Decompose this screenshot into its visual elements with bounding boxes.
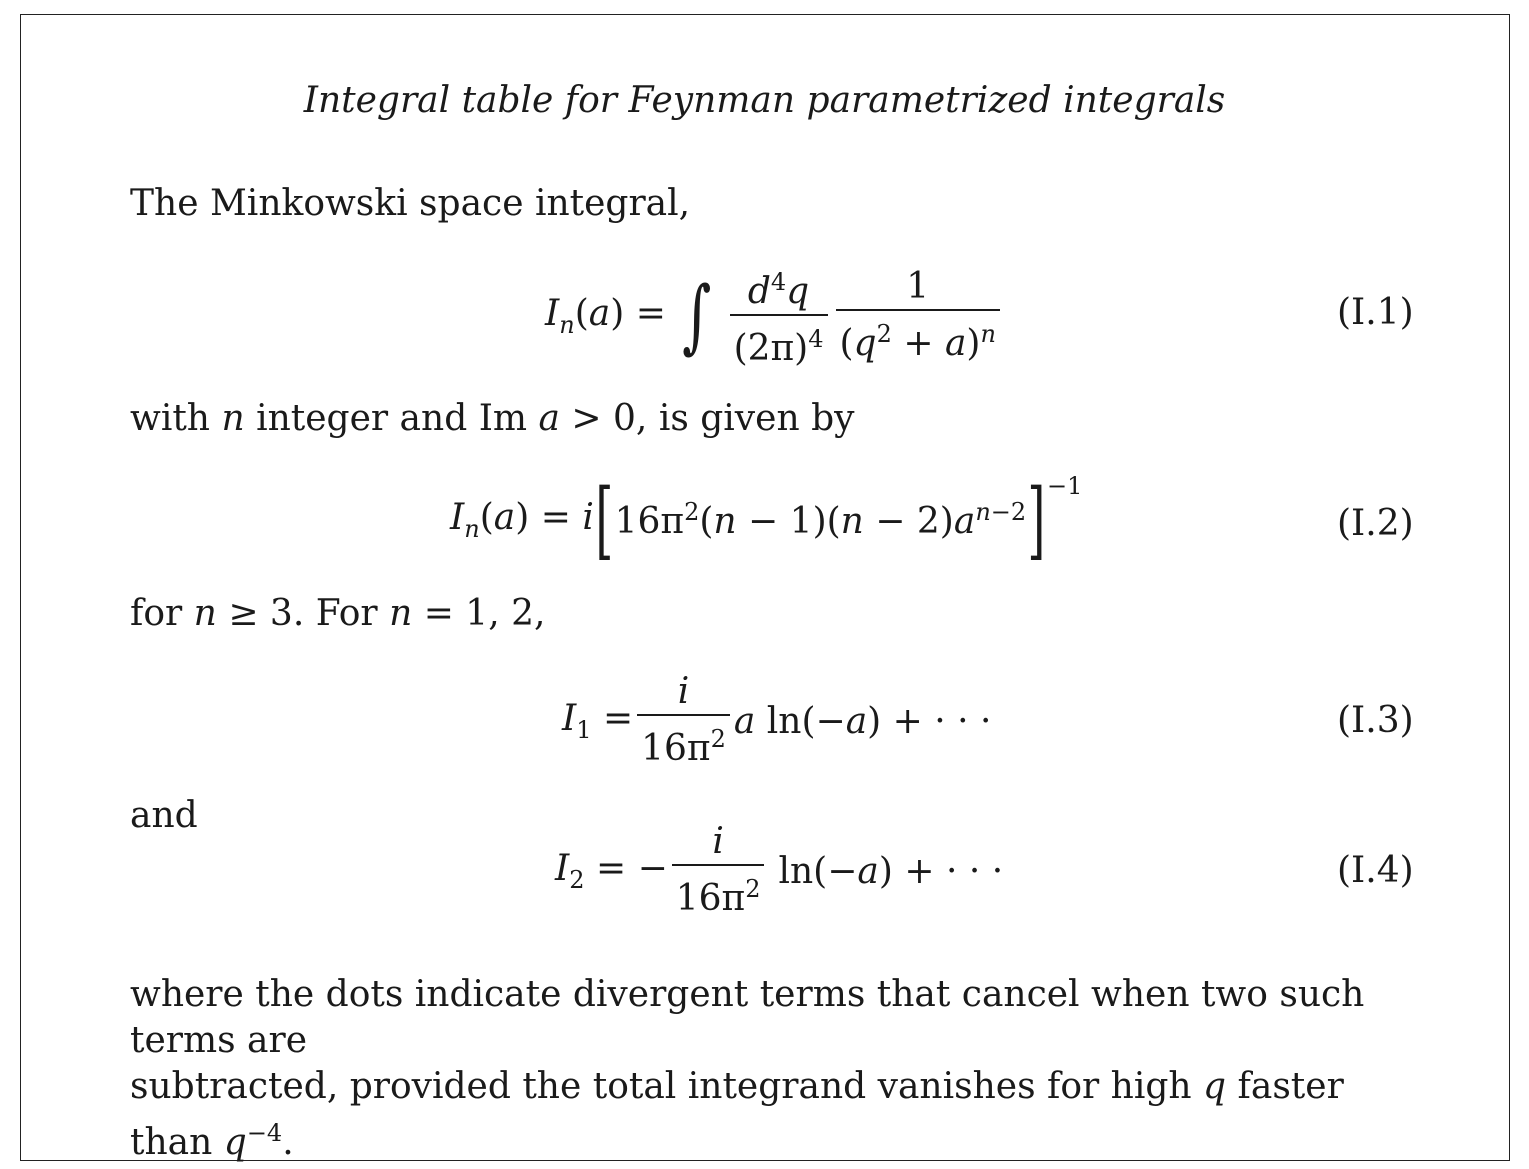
equation-i4-body: $I_2$ = − $\frac{i}{16\pi^2}$ ln(−a) + · · · (555, 821, 1004, 919)
page-title: Integral table for Feynman parametrized integrals (303, 80, 1226, 121)
range-text: for n ≥ 3. For n = 1, 2, (130, 593, 546, 634)
fraction-coefficient: $\frac{i}{16\pi^2}$ (672, 822, 765, 920)
equation-number: (I.4) (1337, 850, 1414, 891)
intro-text: The Minkowski space integral, (130, 183, 691, 224)
equation-i3-body: $I_1$ = $\frac{i}{16\pi^2}$ a ln(−a) + · · · (562, 671, 992, 769)
fraction-propagator: $\frac{1}{(q^2 + a)^n}$ (836, 267, 1000, 365)
equation-number: (I.1) (1337, 292, 1414, 333)
and-text: and (130, 795, 198, 836)
closing-text: where the dots indicate divergent terms that cancel when two such terms are subtracted, provided the total integrand vanishes for high q faster than $q^{-4}$. (130, 974, 1365, 1163)
fraction-measure: $\frac{d^4q}{(2\pi)^4}$ (730, 262, 828, 370)
fraction-coefficient: $\frac{i}{16\pi^2}$ (637, 672, 730, 770)
equation-i2-body: $I_n(a) = i$ [ $16\pi^2(n - 1)(n - 2)a^{n-2}$ ] −1 (450, 471, 1083, 569)
equation-number: (I.3) (1337, 700, 1414, 741)
equation-i1-body: $I_n(a)$ = ∫ $\frac{d^4q}{(2\pi)^4}$ $\frac{1}{(q^2 + a)^n}$ (545, 262, 1004, 370)
equation-number: (I.2) (1337, 503, 1414, 544)
condition-text: with n integer and Im a > 0, is given by (130, 398, 855, 439)
